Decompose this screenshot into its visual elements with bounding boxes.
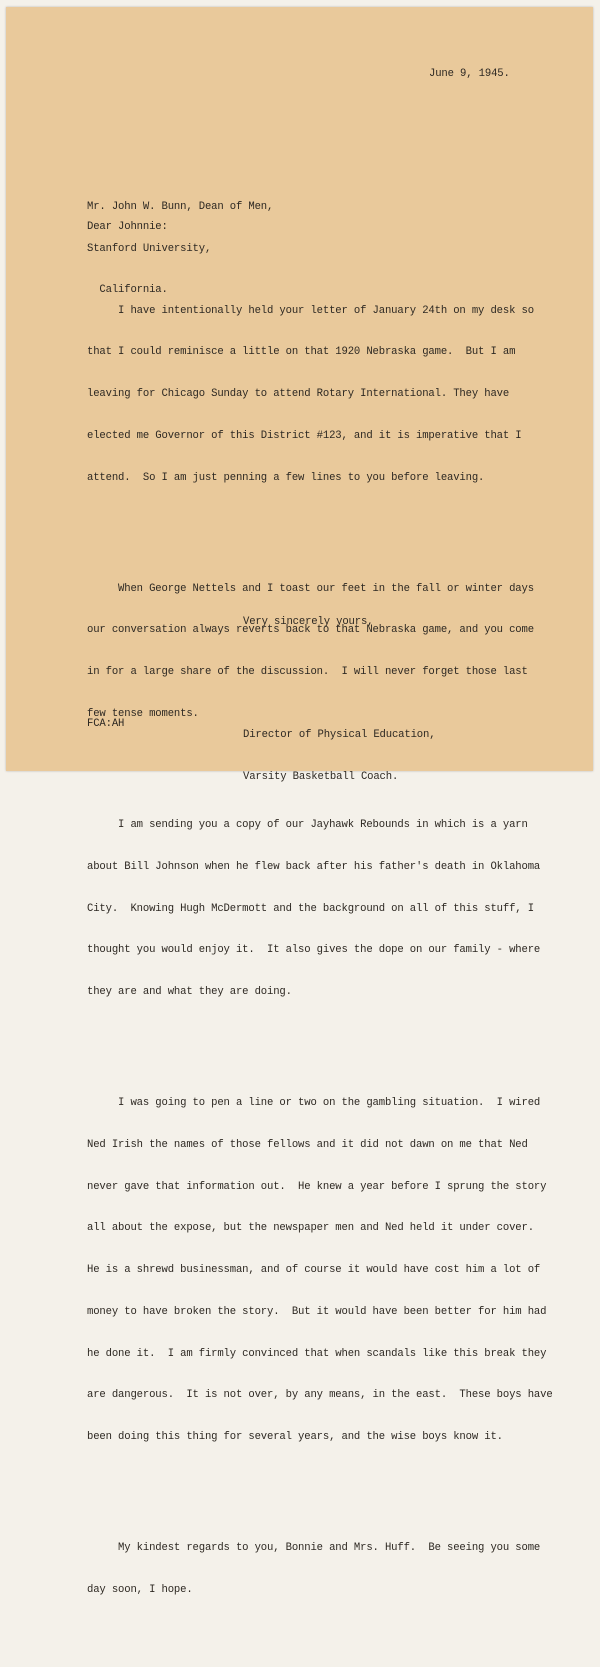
body-line: that I could reminisce a little on that 1920 Nebraska game. But I am	[87, 346, 516, 359]
body-line: elected me Governor of this District #123, and it is imperative that I	[87, 429, 522, 442]
letter-page	[6, 7, 593, 1596]
body-line: When George Nettels and I toast our feet in the fall or winter days	[87, 582, 534, 595]
body-line: been doing this thing for several years, and the wise boys know it.	[87, 1430, 503, 1443]
letter-body	[87, 249, 553, 1667]
body-line: in for a large share of the discussion. I will never forget those last	[87, 666, 528, 679]
body-line: day soon, I hope.	[87, 1583, 193, 1596]
signature-title-block	[243, 701, 435, 812]
paragraph-jayhawk	[87, 791, 553, 1027]
body-line: they are and what they are doing.	[87, 986, 292, 998]
address-line: California.	[87, 284, 168, 297]
address-line: Stanford University,	[87, 242, 212, 255]
body-line: leaving for Chicago Sunday to attend Rotary International. They have	[87, 388, 510, 401]
salutation: Dear Johnnie:	[87, 221, 168, 233]
address-line: Mr. John W. Bunn, Dean of Men,	[87, 200, 274, 213]
body-line: few tense moments.	[87, 707, 199, 720]
body-line: My kindest regards to you, Bonnie and Mrs. Huff. Be seeing you some	[87, 1542, 541, 1555]
paragraph-gambling	[87, 1069, 553, 1472]
body-line: he done it. I am firmly convinced that when scandals like this break they	[87, 1347, 547, 1360]
body-line: Ned Irish the names of those fellows and it did not dawn on me that Ned	[87, 1138, 528, 1151]
body-line: about Bill Johnson when he flew back after his father's death in Oklahoma	[87, 860, 541, 873]
body-line: I was going to pen a line or two on the gambling situation. I wired	[87, 1097, 541, 1110]
paragraph-rotary	[87, 277, 553, 513]
body-line: never gave that information out. He knew a year before I sprung the story	[87, 1180, 547, 1193]
paragraph-regards	[87, 1514, 553, 1625]
body-line: all about the expose, but the newspaper men and Ned held it under cover.	[87, 1222, 534, 1235]
body-line: money to have broken the story. But it would have been better for him had	[87, 1305, 547, 1318]
body-line: I am sending you a copy of our Jayhawk Rebounds in which is a yarn	[87, 819, 528, 832]
title-line: Varsity Basketball Coach.	[243, 770, 399, 783]
body-line: City. Knowing Hugh McDermott and the background on all of this stuff, I	[87, 902, 534, 915]
body-line: attend. So I am just penning a few lines to you before leaving.	[87, 471, 485, 484]
body-line: He is a shrewd businessman, and of course it would have cost him a lot of	[87, 1264, 541, 1277]
letter-date: June 9, 1945.	[429, 68, 510, 80]
title-line: Director of Physical Education,	[243, 728, 436, 741]
body-line: are dangerous. It is not over, by any means, in the east. These boys have	[87, 1389, 553, 1402]
body-line: I have intentionally held your letter of January 24th on my desk so	[87, 304, 534, 317]
body-line: our conversation always reverts back to that Nebraska game, and you come	[87, 624, 534, 637]
reference-initials: FCA:AH	[87, 718, 125, 730]
complimentary-close: Very sincerely yours,	[243, 616, 374, 628]
body-line: thought you would enjoy it. It also gives the dope on our family - where	[87, 944, 541, 957]
